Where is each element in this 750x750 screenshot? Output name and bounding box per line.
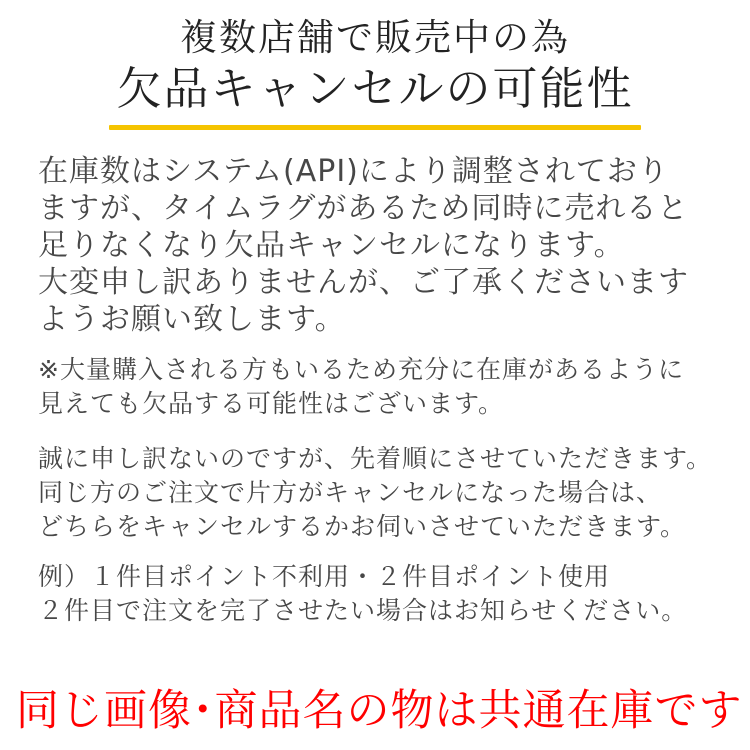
title-line-2: 欠品キャンセルの可能性 bbox=[116, 62, 634, 115]
title-block bbox=[0, 0, 750, 130]
paragraph-line: ますが、タイムラグがあるため同時に売れると bbox=[38, 191, 689, 226]
paragraph-line: 足りなくなり欠品キャンセルになります。 bbox=[38, 228, 625, 263]
paragraph-line: 大変申し訳ありませんが、ご了承くださいます bbox=[38, 265, 689, 300]
paragraph-bulk-purchase-note bbox=[38, 353, 726, 421]
paragraph-line: ２件目で注文を完了させたい場合はお知らせください。 bbox=[38, 596, 688, 625]
paragraph-line: 例）１件目ポイント不利用・２件目ポイント使用 bbox=[38, 562, 611, 591]
title-line-1: 複数店舗で販売中の為 bbox=[180, 16, 570, 59]
paragraph-line: 在庫数はシステム(API)により調整されており bbox=[38, 154, 669, 189]
title-underline bbox=[109, 125, 641, 130]
shared-stock-notice: 同じ画像･商品名の物は共通在庫です bbox=[16, 686, 743, 736]
paragraph-line: 誠に申し訳ないのですが、先着順にさせていただきます。 bbox=[38, 444, 713, 473]
paragraph-line: どちらをキャンセルするかお伺いさせていただきます。 bbox=[38, 512, 687, 541]
paragraph-line: ※大量購入される方もいるため充分に在庫があるように bbox=[38, 355, 684, 384]
paragraph-example bbox=[38, 560, 726, 628]
paragraph-first-come-first-served bbox=[38, 442, 726, 544]
paragraph-line: ようお願い致します。 bbox=[38, 302, 346, 337]
paragraph-stock-system bbox=[38, 153, 726, 338]
paragraph-line: 同じ方のご注文で片方がキャンセルになった場合は、 bbox=[38, 478, 663, 507]
paragraph-line: 見えても欠品する可能性はございます。 bbox=[38, 389, 505, 418]
